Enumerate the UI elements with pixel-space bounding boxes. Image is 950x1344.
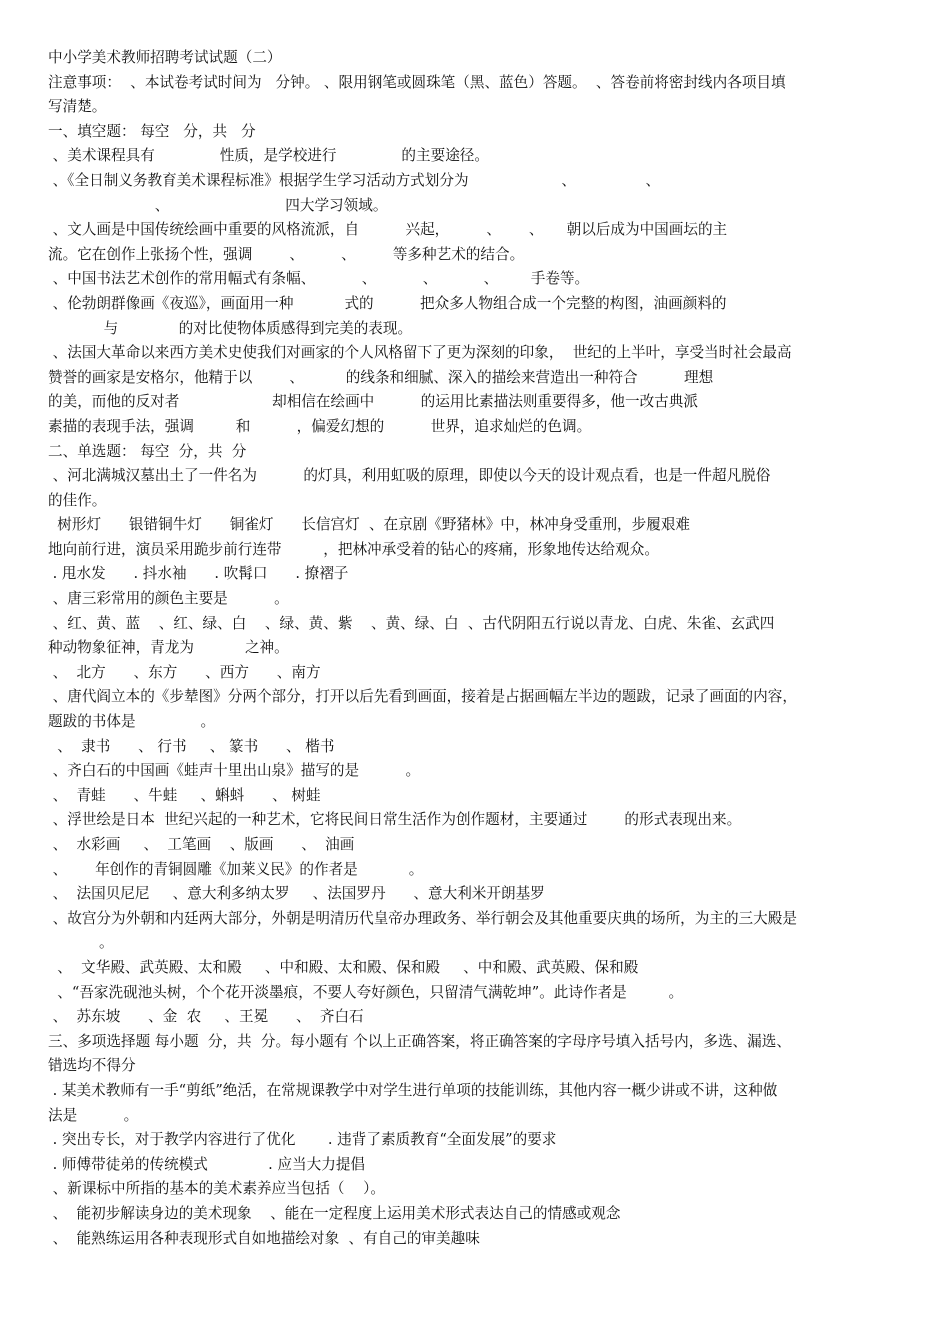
text-line: 、故宫分为外朝和内廷两大部分，外朝是明清历代皇帝办理政务、举行朝会及其他重要庆典的场所，为主的三大殿是 <box>48 909 797 927</box>
text-line: 赞誉的画家是安格尔，他精于以 、 的线条和细腻、深入的描绘来营造出一种符合 理想 <box>48 368 714 386</box>
text-line: 、文人画是中国传统绘画中重要的风格流派，自 兴起， 、 、 朝以后成为中国画坛的主 <box>48 221 728 239</box>
text-line: . 某美术教师有一手“剪纸”绝活，在常规课教学中对学生进行单项的技能训练，其他内容一概少讲或不讲，这种做 <box>48 1081 778 1099</box>
text-line: 素描的表现手法，强调 和 ，偏爱幻想的 世界，追求灿烂的色调。 <box>48 417 592 435</box>
text-line: 、 北方 、东方 、西方 、南方 <box>48 663 321 681</box>
text-line: 。 <box>48 934 114 952</box>
text-line: 二、单选题： 每空 分，共 分 <box>48 442 247 460</box>
text-line: 、《全日制义务教育美术课程标准》根据学生学习活动方式划分为 、 、 <box>48 171 661 189</box>
text-line: 、中国书法艺术创作的常用幅式有条幅、 、 、 、 手卷等。 <box>48 270 590 288</box>
text-line: 的佳作。 <box>48 491 107 509</box>
text-line: 、红、黄、蓝 、红、绿、白 、绿、黄、紫 、黄、绿、白 、古代阴阳五行说以青龙、白虎、朱雀、玄武四 <box>48 614 775 632</box>
text-line: 、河北满城汉墓出土了一件名为 的灯具，利用虹吸的原理，即使以今天的设计观点看，也是一件超凡脱俗 <box>48 467 771 485</box>
text-line: 、 苏东坡 、金 农 、王冕 、 齐白石 <box>48 1008 364 1026</box>
text-line: 、 年创作的青铜圆雕《加莱义民》的作者是 。 <box>48 860 424 878</box>
text-line: 、美术课程具有 性质，是学校进行 的主要途径。 <box>48 147 489 165</box>
text-line: 地向前行进，演员采用跪步前行连带 ，把林冲承受着的钻心的疼痛，形象地传达给观众。 <box>48 540 659 558</box>
text-line: 、 水彩画 、 工笔画 、版画 、 油画 <box>48 836 355 853</box>
text-line: 、唐代阎立本的《步辇图》分两个部分，打开以后先看到画面，接着是占据画幅左半边的题跋，记录了画面的内容， <box>48 688 797 706</box>
text-line: 与 的对比使物体质感得到完美的表现。 <box>48 319 413 337</box>
text-line: 、 能熟练运用各种表现形式自如地描绘对象 、有自己的审美趣味 <box>48 1229 480 1247</box>
exam-document <box>48 46 910 1251</box>
text-line: 、法国大革命以来西方美术史使我们对画家的个人风格留下了更为深刻的印象， 世纪的上半叶，享受当时社会最高 <box>48 344 792 362</box>
text-line: 的美，而他的反对者 却相信在绘画中 的运用比素描法则重要得多，他一改古典派 <box>48 393 698 411</box>
text-line: 法是 。 <box>48 1106 139 1124</box>
text-line: 、 法国贝尼尼 、意大利多纳太罗 、法国罗丹 、意大利米开朗基罗 <box>48 885 545 903</box>
text-line: 、齐白石的中国画《蛙声十里出山泉》描写的是 。 <box>48 762 421 780</box>
text-line: 、唐三彩常用的颜色主要是 。 <box>48 590 289 608</box>
text-line: 、“吾家洗砚池头树，个个花开淡墨痕，不要人夸好颜色，只留清气满乾坤”。此诗作者是 。 <box>48 983 684 1001</box>
text-line: 、 青蛙 、牛蛙 、蝌蚪 、 树蛙 <box>48 786 321 804</box>
text-line: 、伦勃朗群像画《夜巡》，画面用一种 式的 把众多人物组合成一个完整的构图，油画颜料的 <box>48 294 727 312</box>
text-line: . 突出专长，对于教学内容进行了优化 . 违背了素质教育“全面发展”的要求 <box>48 1131 557 1149</box>
text-line: 、 隶书 、 行书 、 篆书 、 楷书 <box>48 737 335 755</box>
text-line: 流。它在创作上张扬个性，强调 、 、 等多种艺术的结合。 <box>48 245 525 263</box>
text-line: 一、填空题： 每空 分，共 分 <box>48 122 256 140</box>
text-line: 、新课标中所指的基本的美术素养应当包括（ ）。 <box>48 1180 385 1198</box>
text-line: 注意事项： 、本试卷考试时间为 分钟。 、限用钢笔或圆珠笔（黑、蓝色）答题。 、答卷前将密封线内各项目填 <box>48 73 786 91</box>
text-line: 种动物象征神，青龙为 之神。 <box>48 639 289 657</box>
document-title: 中小学美术教师招聘考试试题（二） <box>48 49 282 66</box>
text-line: 、 文华殿、武英殿、太和殿 、中和殿、太和殿、保和殿 、中和殿、武英殿、保和殿 <box>48 958 639 976</box>
text-line: . 甩水发 . 抖水袖 . 吹髯口 . 撩褶子 <box>48 565 349 583</box>
text-line: 三、多项选择题 每小题 分，共 分。每小题有 个以上正确答案，将正确答案的字母序号填入括号内，多选、漏选、 <box>48 1032 791 1050</box>
text-line: 、 四大学习领域。 <box>48 196 388 214</box>
text-line: 、浮世绘是日本 世纪兴起的一种艺术，它将民间日常生活作为创作题材，主要通过 的形式表现出来。 <box>48 811 742 829</box>
text-line: 写清楚。 <box>48 98 107 116</box>
text-line: 树形灯 银错铜牛灯 铜雀灯 长信宫灯 、在京剧《野猪林》中，林冲身受重刑，步履艰难 <box>48 516 691 534</box>
text-line: 错选均不得分 <box>48 1057 136 1075</box>
text-line: . 师傅带徒弟的传统模式 . 应当大力提倡 <box>48 1155 366 1173</box>
text-line: 题跋的书体是 。 <box>48 713 216 731</box>
text-line: 、 能初步解读身边的美术现象 、能在一定程度上运用美术形式表达自己的情感或观念 <box>48 1204 621 1222</box>
